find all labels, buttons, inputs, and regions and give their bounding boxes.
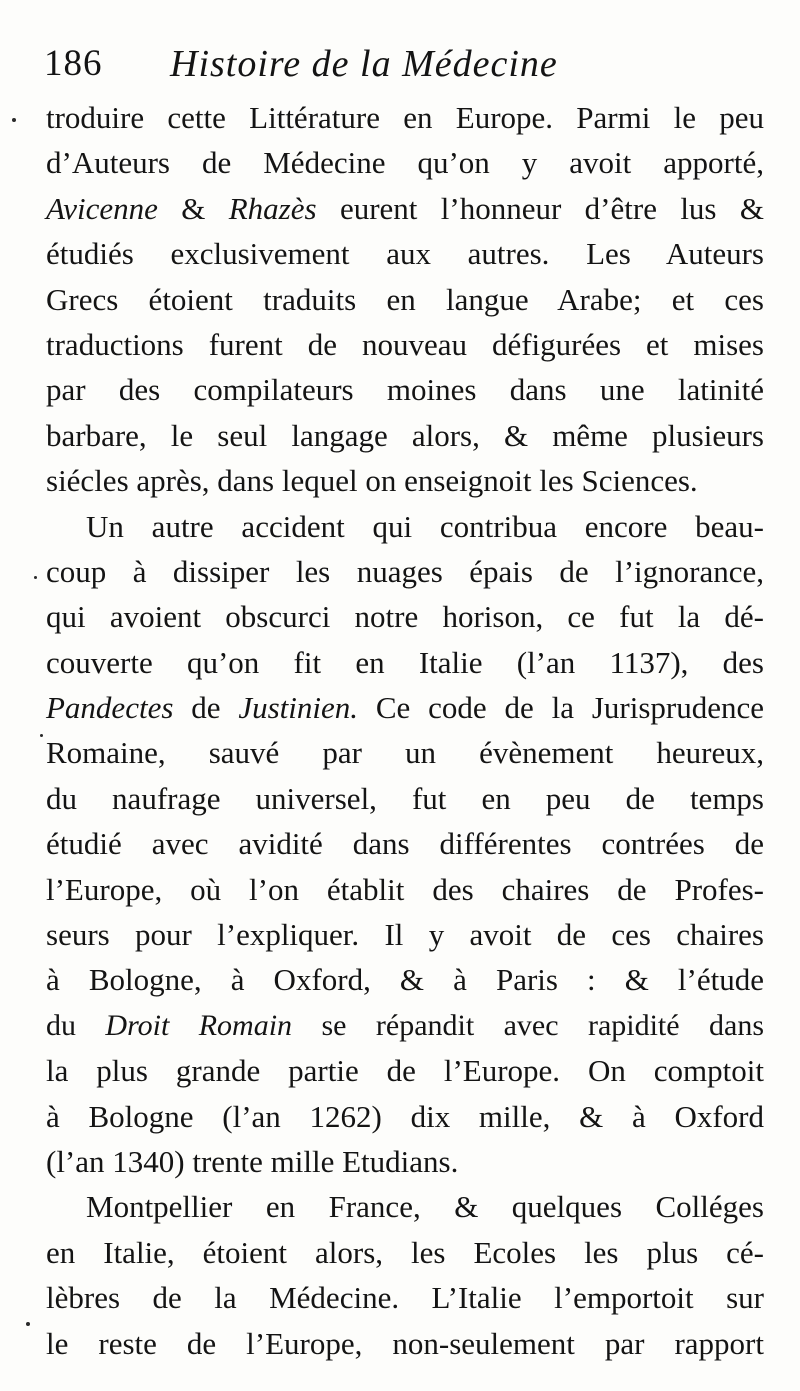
author-name-justinien: Justinien. xyxy=(238,690,359,726)
paragraph-start-line: Un autre accident qui contribua encore beau- xyxy=(86,508,764,544)
text-line: la plus grande partie de l’Europe. On comptoit xyxy=(46,1053,764,1089)
text-line: siécles après, dans lequel on enseignoit les Sciences. xyxy=(46,463,698,499)
text-line: étudiés exclusivement aux autres. Les Auteurs xyxy=(46,236,764,272)
text-line: Avicenne & Rhazès eurent l’honneur d’être lus & xyxy=(46,190,764,226)
ink-speck xyxy=(12,118,16,122)
running-title: Histoire de la Médecine xyxy=(170,43,558,85)
author-name-avicenne: Avicenne xyxy=(46,190,158,226)
text-line: traductions furent de nouveau défigurées et mises xyxy=(46,326,764,362)
text-line: Romaine, sauvé par un évènement heureux, xyxy=(46,735,764,771)
page-header xyxy=(44,38,764,90)
text-line: qui avoient obscurci notre horison, ce fut la dé- xyxy=(46,599,764,635)
text-line: Pandectes de Justinien. Ce code de la Jurisprudence xyxy=(46,690,764,726)
text-line: Grecs étoient traduits en langue Arabe; et ces xyxy=(46,281,764,317)
ink-speck xyxy=(40,734,43,737)
body-text xyxy=(46,95,764,1366)
text-line: couverte qu’on fit en Italie (l’an 1137), des xyxy=(46,644,764,680)
text-line: (l’an 1340) trente mille Etudians. xyxy=(46,1143,459,1179)
text-line: en Italie, étoient alors, les Ecoles les plus cé- xyxy=(46,1234,764,1270)
text-line: le reste de l’Europe, non-seulement par rapport xyxy=(46,1325,764,1361)
text-line: lèbres de la Médecine. L’Italie l’emportoit sur xyxy=(46,1280,764,1316)
text-line: d’Auteurs de Médecine qu’on y avoit apporté, xyxy=(46,145,764,181)
term-droit-romain: Droit Romain xyxy=(105,1008,293,1042)
text-line: par des compilateurs moines dans une latinité xyxy=(46,372,764,408)
text-line: à Bologne, à Oxford, & à Paris : & l’étude xyxy=(46,962,764,998)
text-line: à Bologne (l’an 1262) dix mille, & à Oxford xyxy=(46,1098,764,1134)
text-line: seurs pour l’expliquer. Il y avoit de ces chaires xyxy=(46,917,764,953)
ink-speck xyxy=(34,576,37,579)
author-name-rhazes: Rhazès xyxy=(228,190,317,226)
ink-speck xyxy=(26,1322,30,1326)
text-line: l’Europe, où l’on établit des chaires de Profes- xyxy=(46,871,764,907)
text-line: barbare, le seul langage alors, & même plusieurs xyxy=(46,417,764,453)
text-line: du Droit Romain se répandit avec rapidité dans xyxy=(46,1008,764,1042)
text-line: étudié avec avidité dans différentes contrées de xyxy=(46,826,764,862)
title-pandectes: Pandectes xyxy=(46,690,174,726)
text-line: du naufrage universel, fut en peu de temps xyxy=(46,780,764,816)
paragraph-start-line: Montpellier en France, & quelques Colléges xyxy=(86,1189,764,1225)
page-number: 186 xyxy=(44,43,103,84)
text-line: coup à dissiper les nuages épais de l’ignorance, xyxy=(46,553,764,589)
text-line: troduire cette Littérature en Europe. Parmi le peu xyxy=(46,100,764,135)
